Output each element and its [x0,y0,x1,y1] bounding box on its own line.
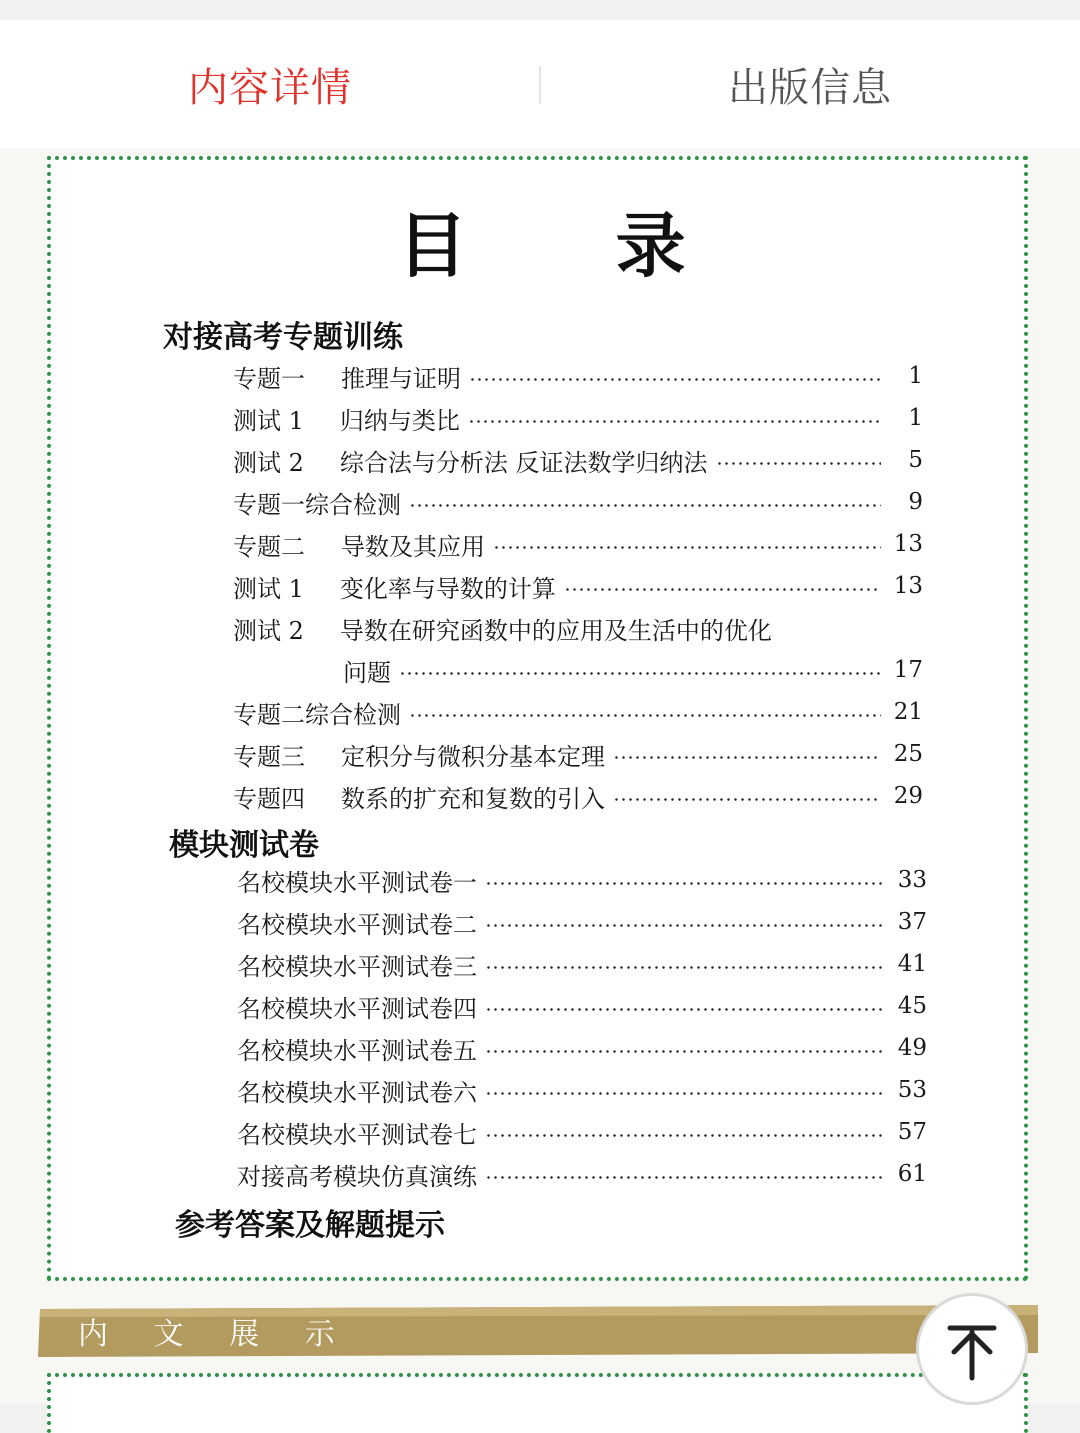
toc-entry-label: 专题一综合检测 [233,490,401,519]
toc-entry-label: 名校模块水平测试卷三 [237,952,477,981]
toc-entry-page: 9 [908,489,923,515]
toc-entry [237,1030,927,1066]
tab-publication-info-label: 出版信息 [728,64,892,111]
banner-title: 内 文 展 示 [78,1317,353,1352]
toc-entry-text: 问题 [343,658,391,687]
leader-dots [564,588,881,591]
toc-entry [233,568,923,604]
toc-entry-label: 专题三 [233,742,305,771]
toc-entry-label: 名校模块水平测试卷一 [237,868,477,897]
leader-dots [485,924,885,927]
leader-dots [409,714,881,717]
status-strip [0,0,1080,20]
leader-dots [468,420,881,423]
leader-dots [716,462,881,465]
toc-entry-label: 测试 1 [233,406,304,435]
toc-entry [233,526,923,562]
leader-dots [485,1008,885,1011]
toc-section-heading: 模块测试卷 [169,828,319,863]
toc-entry-text: 变化率与导数的计算 [339,574,556,603]
leader-dots [493,546,881,549]
toc-entry-page: 21 [893,699,923,725]
toc-entry [233,400,923,436]
leader-dots [613,756,881,759]
toc-entry-page: 53 [897,1077,927,1103]
tab-content-details[interactable] [0,20,540,148]
toc-entry [233,736,923,772]
toc-entry-page: 13 [893,573,923,599]
toc-entry [233,778,923,814]
toc-entry-page: 33 [897,867,927,893]
toc-entry [237,946,927,982]
toc-title: 目 录 [397,204,748,287]
tab-publication-info[interactable] [540,20,1080,148]
toc-entry-text: 数系的扩充和复数的引入 [341,784,605,813]
leader-dots [485,1050,885,1053]
toc-entry-text: 归纳与类比 [339,406,460,435]
toc-section-heading: 对接高考专题训练 [163,320,403,355]
toc-entry-label: 测试 2 [233,616,304,645]
leader-dots [409,504,881,507]
toc-entry [233,358,923,394]
toc-entry-page: 13 [893,531,923,557]
toc-entry-page: 1 [908,405,923,431]
toc-entry-page: 41 [897,951,927,977]
toc-image-panel [47,156,1028,1281]
toc-entry [237,1114,927,1150]
toc-entry-page: 29 [893,783,923,809]
tab-content-details-label: 内容详情 [188,64,352,111]
toc-entry-page: 49 [897,1035,927,1061]
toc-entry-text: 推理与证明 [341,364,461,393]
toc-entry-label: 名校模块水平测试卷七 [237,1120,477,1149]
toc-entry-text: 定积分与微积分基本定理 [341,742,605,771]
leader-dots [485,1134,885,1137]
toc-entry-page: 37 [897,909,927,935]
toc-entry-page: 57 [897,1119,927,1145]
leader-dots [485,1176,885,1179]
toc-entry-label: 对接高考模块仿真演练 [237,1162,477,1191]
leader-dots [469,378,881,381]
toc-entry-label: 专题一 [233,364,305,393]
toc-entry-label: 专题四 [233,784,305,813]
toc-entry [233,442,923,478]
toc-entry [233,694,923,730]
toc-entry-label: 名校模块水平测试卷五 [237,1036,477,1065]
toc-entry-page: 25 [893,741,923,767]
toc-entry-label: 名校模块水平测试卷四 [237,994,477,1023]
leader-dots [399,672,881,675]
toc-entry-text: 导数及其应用 [341,532,485,561]
toc-entry [237,862,927,898]
toc-entry-label: 名校模块水平测试卷六 [237,1078,477,1107]
toc-entry [237,1072,927,1108]
arrow-up-to-top-icon [919,1296,1025,1402]
toc-entry-continuation [343,652,923,688]
toc-entry-page: 45 [897,993,927,1019]
tab-bar [0,20,1080,148]
toc-entry-label: 测试 2 [233,448,304,477]
toc-entry-label: 名校模块水平测试卷二 [237,910,477,939]
toc-entry-page: 17 [893,657,923,683]
leader-dots [485,966,885,969]
toc-entry-text: 综合法与分析法 反证法数学归纳法 [339,448,708,477]
content-preview-panel [47,1373,1028,1433]
toc-entry-page: 1 [908,363,923,389]
toc-entry-label: 专题二 [233,532,305,561]
toc-entry [237,904,927,940]
toc-entry-page: 61 [897,1161,927,1187]
toc-entry [237,988,927,1024]
leader-dots [485,1092,885,1095]
detail-content [0,148,1080,1403]
toc-entry [233,610,923,646]
toc-section-heading: 参考答案及解题提示 [175,1208,445,1243]
toc-entry [237,1156,927,1192]
back-to-top-button[interactable] [916,1293,1028,1405]
toc-entry-label: 测试 1 [233,574,304,603]
leader-dots [613,798,881,801]
toc-entry [233,484,923,520]
toc-entry-label: 专题二综合检测 [233,700,401,729]
leader-dots [485,882,885,885]
toc-entry-text: 导数在研究函数中的应用及生活中的优化 [339,616,772,645]
toc-entry-page: 5 [908,447,923,473]
